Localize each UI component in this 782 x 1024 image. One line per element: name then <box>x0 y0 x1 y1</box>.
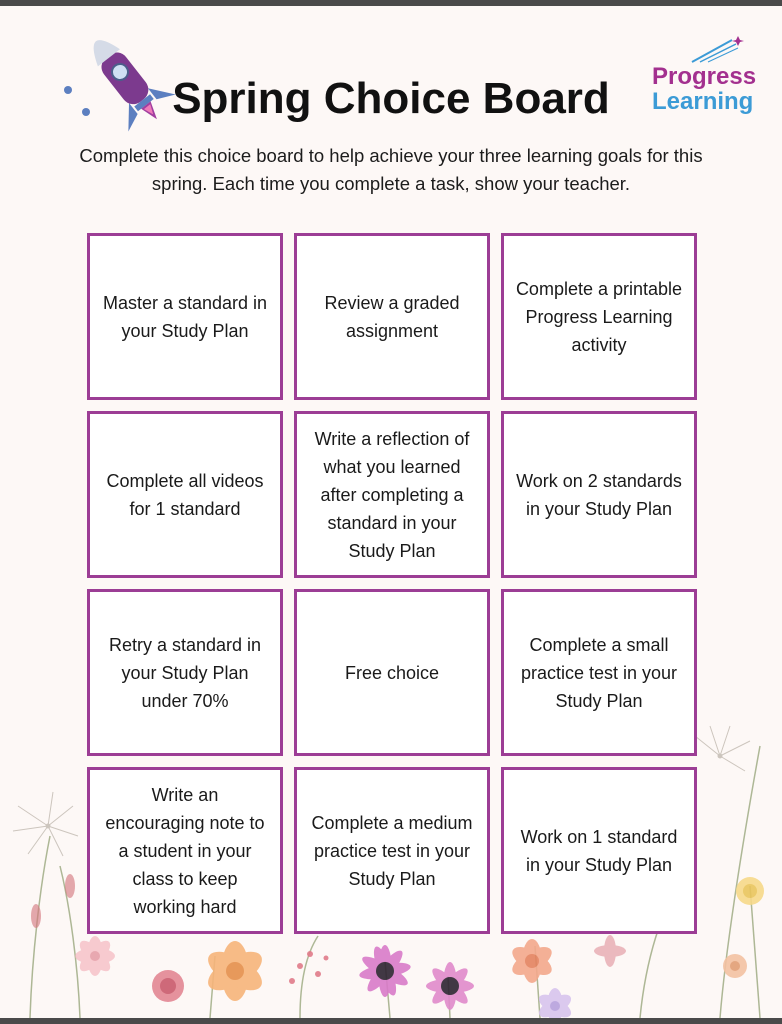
choice-cell: Review a graded assignment <box>294 233 490 400</box>
document-page <box>0 6 782 1018</box>
choice-cell: Write a reflection of what you learned after completing a standard in your Study Plan <box>294 411 490 578</box>
choice-cell: Complete all videos for 1 standard <box>87 411 283 578</box>
choice-cell: Complete a small practice test in your Study Plan <box>501 589 697 756</box>
choice-cell: Master a standard in your Study Plan <box>87 233 283 400</box>
instructions-text: Complete this choice board to help achieve your three learning goals for this spring. Each time you complete a task, show your teacher. <box>79 145 703 194</box>
logo-text-line2: Learning <box>652 88 754 115</box>
page-title: Spring Choice Board <box>172 74 610 123</box>
choice-cell: Work on 1 standard in your Study Plan <box>501 767 697 934</box>
progress-learning-logo <box>648 34 768 118</box>
choice-cell: Free choice <box>294 589 490 756</box>
choice-cell: Work on 2 standards in your Study Plan <box>501 411 697 578</box>
shooting-star-icon <box>686 34 746 66</box>
window-bottom-bar <box>0 1018 782 1024</box>
choice-cell: Complete a printable Progress Learning activity <box>501 233 697 400</box>
logo-text-line1: Progress <box>652 63 757 90</box>
choice-board-grid <box>87 233 697 934</box>
choice-cell: Complete a medium practice test in your Study Plan <box>294 767 490 934</box>
choice-cell: Write an encouraging note to a student in your class to keep working hard <box>87 767 283 934</box>
choice-cell: Retry a standard in your Study Plan under 70% <box>87 589 283 756</box>
